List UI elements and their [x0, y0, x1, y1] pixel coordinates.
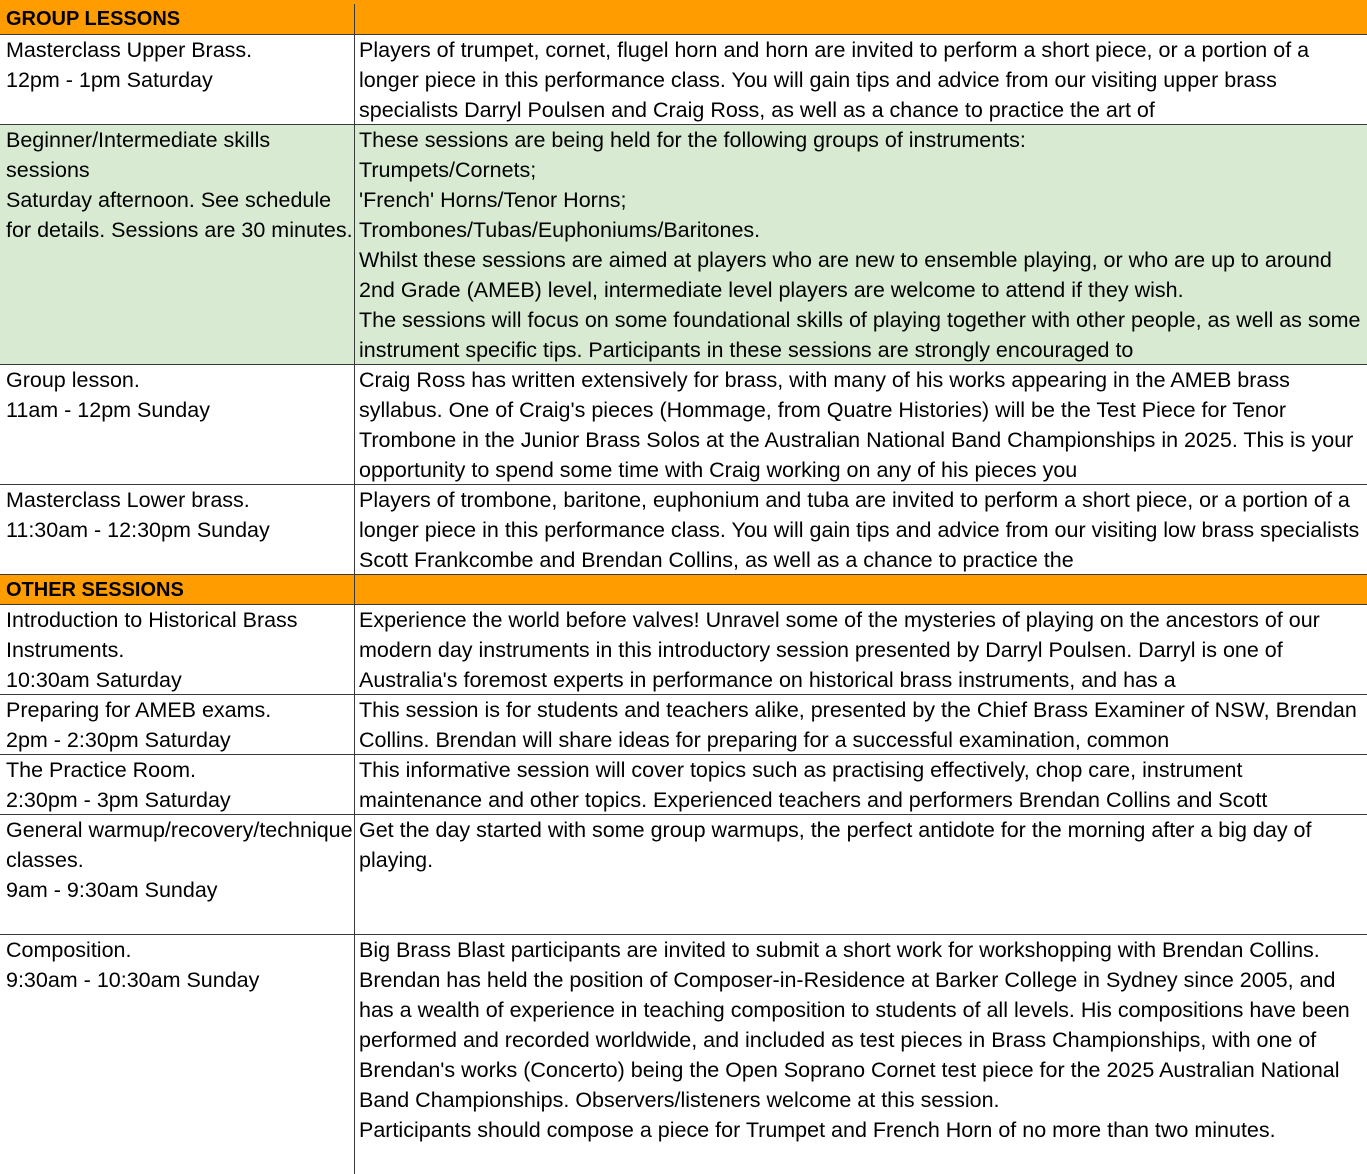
- session-cell[interactable]: Introduction to Historical Brass Instruments. 10:30am Saturday: [0, 605, 355, 694]
- description-cell[interactable]: Experience the world before valves! Unravel some of the mysteries of playing on the ancestors of our modern day instruments in this introductory session presented by Darryl Poulsen. Darryl is one of Australia's foremost experts in performance on historical brass instruments, and has a: [359, 608, 1320, 692]
- description-cell[interactable]: Big Brass Blast participants are invited to submit a short work for workshopping with Brendan Collins. Brendan has held the position of Composer-in-Residence at Barker College in Sydney since 2005, and has a wealth of experience in teaching composition to students of all levels. His compositions have been performed and recorded worldwide, and included as test pieces in Brass Championships, with one of Brendan's works (Concerto) being the Open Soprano Cornet test piece for the 2025 Australian National Band Championships. Observers/listeners welcome at this session. Participants should compose a piece for Trumpet and French Horn of no more than two minutes.: [359, 938, 1350, 1142]
- table-row[interactable]: [0, 695, 1367, 755]
- table-row[interactable]: [0, 35, 1367, 125]
- section-header-other-sessions[interactable]: [0, 575, 1367, 605]
- session-cell[interactable]: Beginner/Intermediate skills sessions Saturday afternoon. See schedule for details. Sessions are 30 minutes.: [0, 125, 355, 364]
- section-title[interactable]: GROUP LESSONS: [0, 4, 355, 34]
- section-header-blank-cell[interactable]: [355, 575, 1367, 604]
- session-cell[interactable]: Composition. 9:30am - 10:30am Sunday: [0, 935, 355, 1174]
- section-header-blank-cell[interactable]: [355, 4, 1367, 34]
- table-row[interactable]: [0, 485, 1367, 575]
- table-row[interactable]: [0, 605, 1367, 695]
- session-cell[interactable]: General warmup/recovery/technique classes. 9am - 9:30am Sunday: [0, 815, 355, 934]
- description-cell[interactable]: Get the day started with some group warmups, the perfect antidote for the morning after a big day of playing.: [359, 818, 1312, 872]
- description-cell[interactable]: These sessions are being held for the following groups of instruments: Trumpets/Cornets; 'French' Horns/Tenor Horns; Trombones/Tubas/Euphoniums/Baritones. Whilst these sessions are aimed at players who are new to ensemble playing, or who are up to around 2nd Grade (AMEB) level, intermediate level players are welcome to attend if they wish. The sessions will focus on some foundational skills of playing together with other people, as well as some instrument specific tips. Participants in these sessions are strongly encouraged to: [359, 128, 1361, 362]
- table-row[interactable]: [0, 815, 1367, 935]
- session-cell[interactable]: The Practice Room. 2:30pm - 3pm Saturday: [0, 755, 355, 814]
- table-row[interactable]: [0, 755, 1367, 815]
- section-title[interactable]: OTHER SESSIONS: [0, 575, 355, 604]
- description-cell[interactable]: This informative session will cover topics such as practising effectively, chop care, instrument maintenance and other topics. Experienced teachers and performers Brendan Collins and Scott: [359, 758, 1268, 812]
- section-header-group-lessons[interactable]: [0, 4, 1367, 35]
- description-cell[interactable]: Players of trombone, baritone, euphonium and tuba are invited to perform a short piece, or a portion of a longer piece in this performance class. You will gain tips and advice from our visiting low brass specialists Scott Frankcombe and Brendan Collins, as well as a chance to practice the: [359, 488, 1360, 572]
- table-row[interactable]: [0, 935, 1367, 1174]
- table-row[interactable]: [0, 365, 1367, 485]
- session-cell[interactable]: Preparing for AMEB exams. 2pm - 2:30pm Saturday: [0, 695, 355, 754]
- table-row-highlighted[interactable]: [0, 125, 1367, 365]
- description-cell[interactable]: Craig Ross has written extensively for brass, with many of his works appearing in the AMEB brass syllabus. One of Craig's pieces (Hommage, from Quatre Histories) will be the Test Piece for Tenor Trombone in the Junior Brass Solos at the Australian National Band Championships in 2025. This is your opportunity to spend some time with Craig working on any of his pieces you: [359, 368, 1354, 482]
- session-cell[interactable]: Group lesson. 11am - 12pm Sunday: [0, 365, 355, 484]
- session-cell[interactable]: Masterclass Upper Brass. 12pm - 1pm Saturday: [0, 35, 355, 124]
- description-cell[interactable]: Players of trumpet, cornet, flugel horn and horn are invited to perform a short piece, or a portion of a longer piece in this performance class. You will gain tips and advice from our visiting upper brass specialists Darryl Poulsen and Craig Ross, as well as a chance to practice the art of: [359, 38, 1310, 122]
- description-cell[interactable]: This session is for students and teachers alike, presented by the Chief Brass Examiner of NSW, Brendan Collins. Brendan will share ideas for preparing for a successful examination, common: [359, 698, 1357, 752]
- session-cell[interactable]: Masterclass Lower brass. 11:30am - 12:30pm Sunday: [0, 485, 355, 574]
